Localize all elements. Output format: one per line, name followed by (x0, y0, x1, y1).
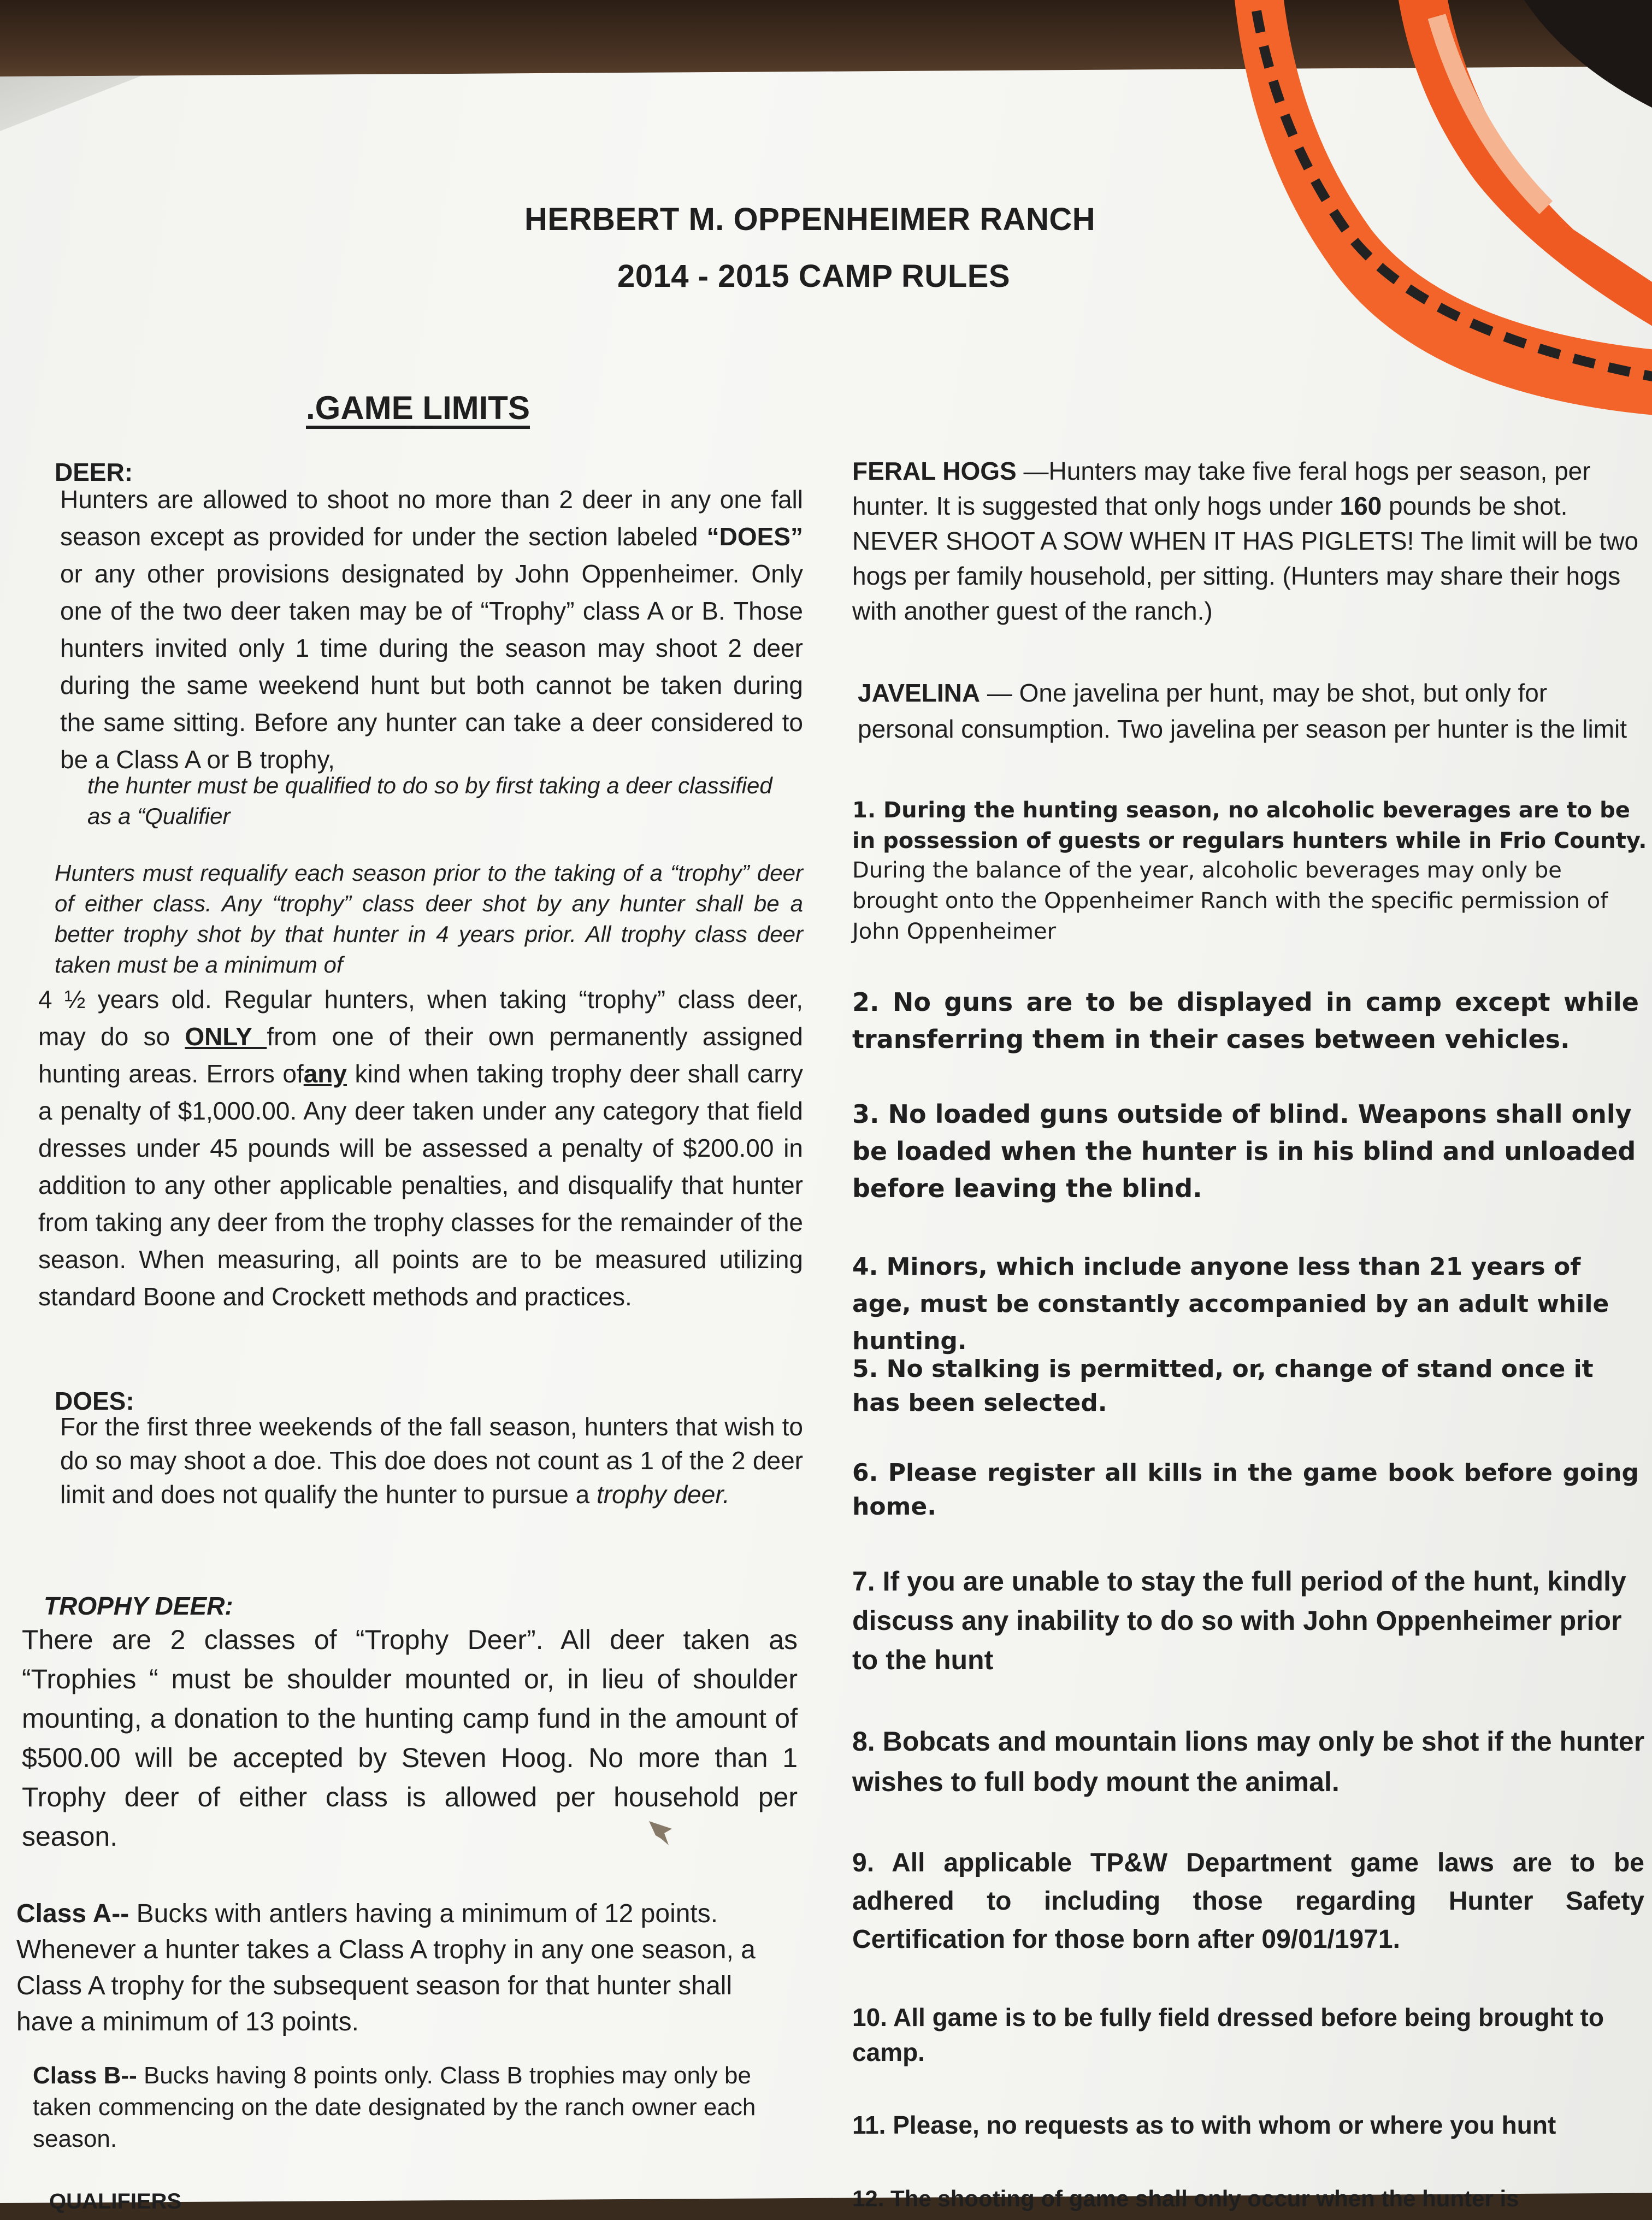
trophy-deer-heading: TROPHY DEER: (44, 1592, 233, 1620)
class-b-label: Class B-- (33, 2062, 137, 2089)
rule-6: 6. Please register all kills in the game book before going home. (852, 1459, 1639, 1521)
rule-8: 8. Bobcats and mountain lions may only be shot if the hunter wishes to full body mount the animal. (852, 1726, 1645, 1797)
trophy-rules-paragraph (38, 981, 803, 1315)
only-emphasis: ONLY (185, 1022, 267, 1051)
class-a-label: Class A-- (16, 1899, 129, 1928)
does-text-trophy: trophy deer. (596, 1480, 730, 1509)
ranch-title: HERBERT M. OPPENHEIMER RANCH (524, 202, 1096, 237)
rules-title: 2014 - 2015 CAMP RULES (617, 258, 1011, 294)
any-emphasis: any (303, 1059, 347, 1088)
javelina-paragraph (858, 675, 1650, 747)
feral-hogs-text-a: —Hunters may take five feral hogs per season, per hunter. It is suggested that only hogs under (852, 457, 1591, 520)
does-heading: DOES: (55, 1387, 134, 1415)
rule-1-continued: During the balance of the year, alcoholic beverages may only be brought onto the Oppenheimer Ranch with the specific permission of John Oppenheimer (852, 858, 1608, 944)
trophy-rules-text-b: from one of their own permanently assigned hunting areas. Errors of (38, 1022, 803, 1088)
rule-9: 9. All applicable TP&W Department game laws are to be adhered to including those regarding Hunter Safety Certification for those born after 09/01/1971. (852, 1848, 1644, 1954)
feral-hogs-label: FERAL HOGS (852, 457, 1017, 485)
rule-4: 4. Minors, which include anyone less than 21 years of age, must be constantly accompanied by an adult while hunting. (852, 1253, 1609, 1355)
trophy-rules-text-c: kind when taking trophy deer shall carry a penalty of $1,000.00. Any deer taken under any category that field dresses under 45 pounds will be assessed a penalty of $200.00 in addition to any other applicable penalties, and disqualify that hunter from taking any deer from the trophy classes for the remainder of the season. When measuring, all points are to be measured utilizing standard Boone and Crockett methods and practices. (38, 1059, 804, 1311)
javelina-label: JAVELINA (858, 679, 981, 707)
trophy-rules-text-a: 4 ½ years old. Regular hunters, when taking “trophy” class deer, may do so (38, 985, 803, 1051)
class-a-paragraph (16, 1896, 792, 2040)
does-paragraph (60, 1410, 803, 1511)
rule-3: 3. No loaded guns outside of blind. Weapons shall only be loaded when the hunter is in his blind and unloaded before leaving the blind. (852, 1099, 1636, 1203)
game-limits-heading: .GAME LIMITS (306, 390, 530, 426)
javelina-text: — One javelina per hunt, may be shot, but only for personal consumption. Two javelina per season per hunter is the limit (858, 679, 1627, 743)
feral-hogs-paragraph (852, 454, 1650, 628)
ink-mark-icon (645, 1817, 677, 1850)
class-b-paragraph (33, 2060, 798, 2155)
rule-5: 5. No stalking is permitted, or, change of stand once it has been selected. (852, 1355, 1594, 1417)
deer-text-a: Hunters are allowed to shoot no more than 2 deer in any one fall season except as provided for under the section labeled (60, 485, 803, 551)
rule-12-cut: 12. The shooting of game shall only occur when the hunter is (852, 2186, 1519, 2211)
class-b-text: Bucks having 8 points only. Class B trophies may only be taken commencing on the date designated by the ranch owner each season. (33, 2062, 756, 2152)
rule-1: 1. During the hunting season, no alcoholic beverages are to be in possession of guests or regulars hunters while in Frio County. (852, 798, 1647, 853)
requalify-paragraph: Hunters must requalify each season prior to the taking of a “trophy” deer of either class. Any “trophy” class deer shot by any hunter shall be a better trophy shot by that hunter in 4 years prior. All trophy class deer taken must be a minimum of (55, 860, 803, 977)
rule-7: 7. If you are unable to stay the full period of the hunt, kindly discuss any inability to do so with John Oppenheimer prior to the hunt (852, 1566, 1626, 1675)
qualifiers-heading-cut: QUALIFIERS (49, 2189, 182, 2213)
deer-paragraph (60, 481, 803, 778)
does-reference: “DOES” (706, 522, 803, 551)
feral-hogs-text-b: pounds be shot. NEVER SHOOT A SOW WHEN IT HAS PIGLETS! The limit will be two hogs per family household, per sitting. (Hunters may share their hogs with another guest of the ranch.) (852, 492, 1639, 625)
class-a-text: Bucks with antlers having a minimum of 12 points. Whenever a hunter takes a Class A trophy in any one season, a Class A trophy for the subsequent season for that hunter shall have a minimum of 13 points. (16, 1899, 756, 2036)
deer-text-b: or any other provisions designated by John Oppenheimer. Only one of the two deer taken may be of “Trophy” class A or B. Those hunters invited only 1 time during the season may shoot 2 deer during the same weekend hunt but both cannot be taken during the same sitting. Before any hunter can take a deer considered to be a Class A or B trophy, (60, 560, 803, 774)
rule-2: 2. No guns are to be displayed in camp except while transferring them in their cases between vehicles. (852, 987, 1639, 1054)
deer-qualifier-note: the hunter must be qualified to do so by first taking a deer classified as a “Qualifier (87, 773, 772, 829)
rule-11: 11. Please, no requests as to with whom or where you hunt (852, 2111, 1556, 2139)
rule-10: 10. All game is to be fully field dressed before being brought to camp. (852, 2003, 1604, 2066)
trophy-deer-paragraph: There are 2 classes of “Trophy Deer”. All deer taken as “Trophies “ must be shoulder mounted or, in lieu of shoulder mounting, a donation to the hunting camp fund in the amount of $500.00 will be accepted by Steven Hoog. No more than 1 Trophy deer of either class is allowed per household per season. (22, 1624, 798, 1852)
does-text: For the first three weekends of the fall season, hunters that wish to do so may shoot a doe. This doe does not count as 1 of the 2 deer limit and does not qualify the hunter to pursue a (60, 1412, 803, 1509)
hog-weight-limit: 160 (1340, 492, 1382, 520)
deer-heading: DEER: (55, 458, 133, 486)
